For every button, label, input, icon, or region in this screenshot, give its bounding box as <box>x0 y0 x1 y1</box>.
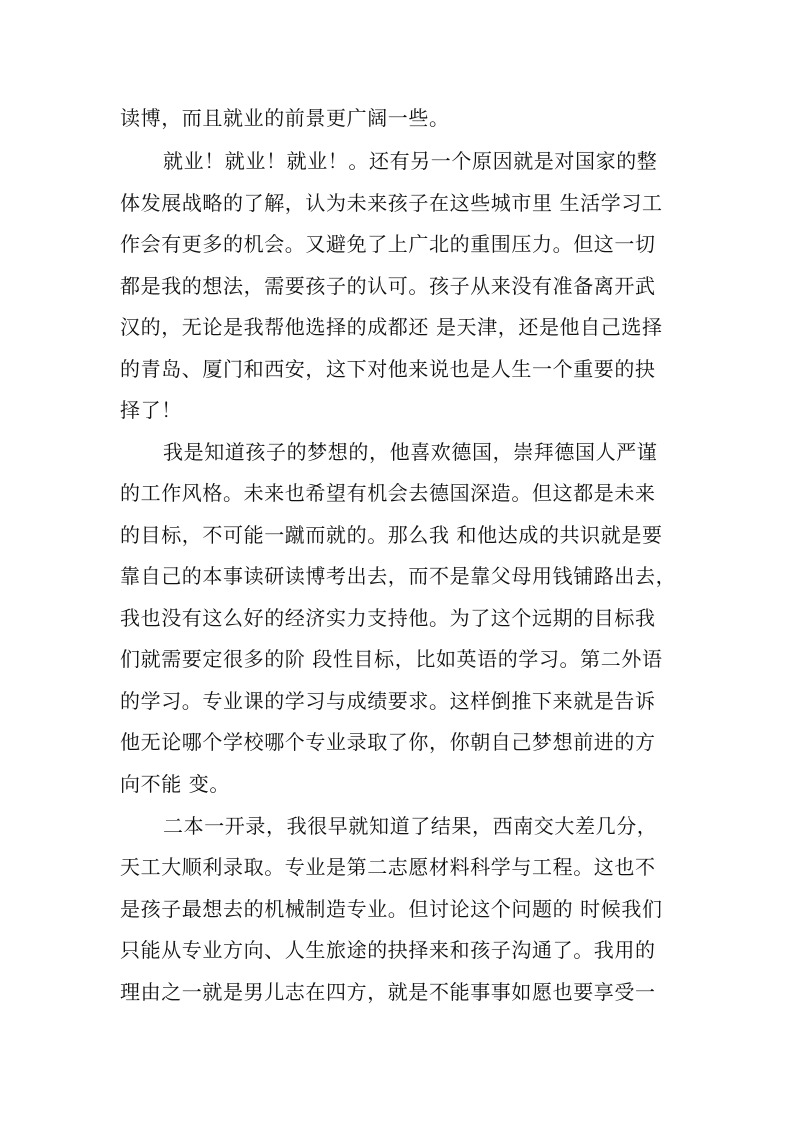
text-line: 都是我的想法，需要孩子的认可。孩子从来没有准备离开武 <box>120 274 656 298</box>
text-line: 的学习。专业课的学习与成绩要求。这样倒推下来就是告诉 <box>120 689 656 713</box>
text-line: 是孩子最想去的机械制造专业。但讨论这个问题的 时候我们 <box>120 897 663 921</box>
text-line: 们就需要定很多的阶 段性目标，比如英语的学习。第二外语 <box>120 647 663 671</box>
text-line: 他无论哪个学校哪个专业录取了你，你朝自己梦想前进的方 <box>120 730 656 754</box>
text-line: 读博，而且就业的前景更广阔一些。 <box>120 106 450 130</box>
text-line: 的工作风格。未来也希望有机会去德国深造。但这都是未来 <box>120 481 656 505</box>
text-line: 择了！ <box>120 398 182 422</box>
paragraph-start-line: 就业！就业！就业！。还有另一个原因就是对国家的整 <box>163 149 658 173</box>
text-line: 汉的，无论是我帮他选择的成都还 是天津，还是他自己选择 <box>120 315 663 339</box>
text-line: 理由之一就是男儿志在四方，就是不能事事如愿也要享受一 <box>120 980 656 1004</box>
text-line: 的青岛、厦门和西安，这下对他来说也是人生一个重要的抉 <box>120 357 656 381</box>
text-line: 靠自己的本事读研读博考出去，而不是靠父母用钱铺路出去， <box>120 564 677 588</box>
paragraph-start-line: 二本一开录，我很早就知道了结果，西南交大差几分， <box>163 814 658 838</box>
text-line: 体发展战略的了解，认为未来孩子在这些城市里 生活学习工 <box>120 191 663 215</box>
paragraph-start-line: 我是知道孩子的梦想的，他喜欢德国，崇拜德国人严谨 <box>163 440 658 464</box>
text-line: 天工大顺利录取。专业是第二志愿材料科学与工程。这也不 <box>120 855 656 879</box>
text-line: 作会有更多的机会。又避免了上广北的重围压力。但这一切 <box>120 232 656 256</box>
text-line: 向不能 变。 <box>120 772 230 796</box>
text-line: 只能从专业方向、人生旅途的抉择来和孩子沟通了。我用的 <box>120 938 656 962</box>
text-line: 的目标，不可能一蹴而就的。那么我 和他达成的共识就是要 <box>120 523 663 547</box>
text-line: 我也没有这么好的经济实力支持他。为了这个远期的目标我 <box>120 606 656 630</box>
